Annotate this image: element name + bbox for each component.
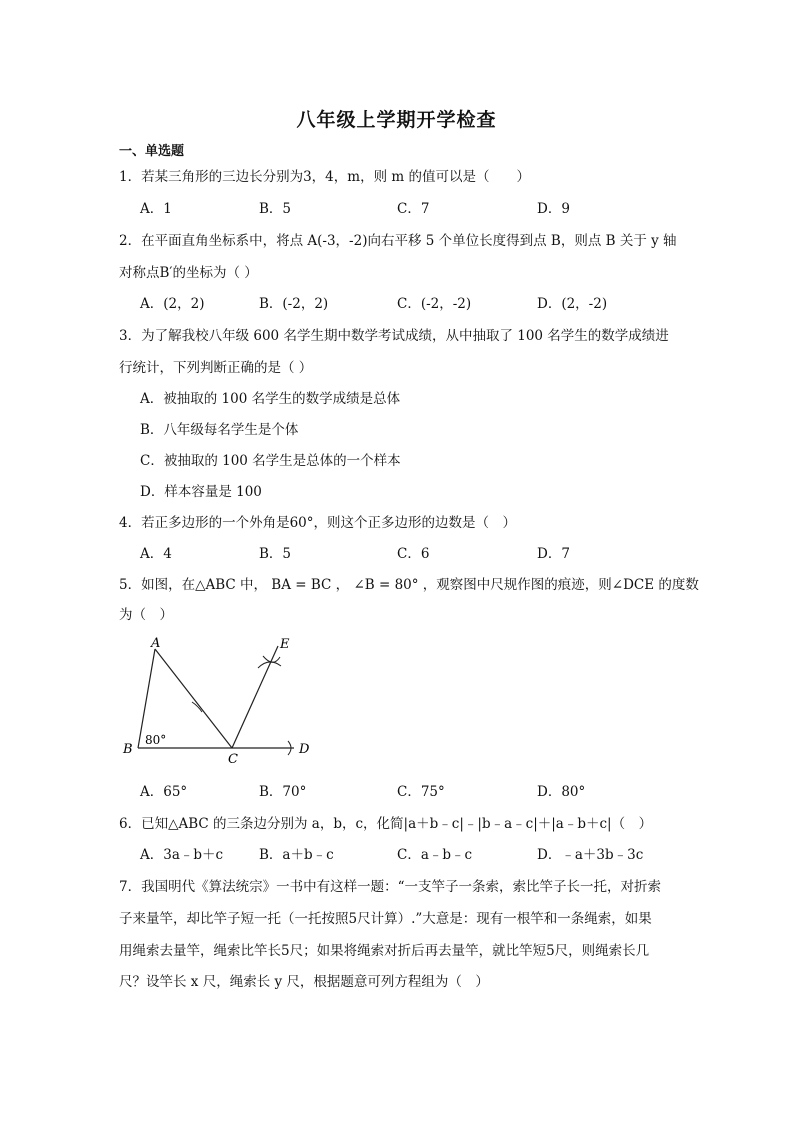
vertex-d-label: D xyxy=(299,742,310,757)
question-1-option-b: B．5 xyxy=(259,201,292,217)
question-7-text-line-4: 尺？设竿长 x 尺，绳索长 y 尺，根据题意可列方程组为（ ） xyxy=(119,974,489,990)
question-5-option-c: C．75° xyxy=(397,784,445,800)
question-1-option-d: D．9 xyxy=(537,201,570,217)
question-2-option-d: D．(2，-2) xyxy=(537,296,608,312)
question-5-text-line-1: 5．如图，在△ABC 中， BA = BC ， ∠B = 80° ，观察图中尺规作图的痕迹，则∠DCE 的度数 xyxy=(119,577,699,593)
question-7-text-line-1: 7．我国明代《算法统宗》一书中有这样一题：“一支竿子一条索，索比竿子长一托，对折索 xyxy=(119,879,661,895)
question-3-option-a: A．被抽取的 100 名学生的数学成绩是总体 xyxy=(140,391,401,407)
question-3-option-d: D．样本容量是 100 xyxy=(140,484,262,500)
side-ac xyxy=(155,649,232,748)
question-5-option-d: D．80° xyxy=(537,784,586,800)
question-2-option-c: C．(-2，-2) xyxy=(397,296,472,312)
question-2-option-a: A．(2，2) xyxy=(140,296,205,312)
question-6-option-a: A．3a﹣b＋c xyxy=(140,847,224,863)
question-4-option-c: C．6 xyxy=(397,546,430,562)
question-3-option-b: B．八年级每名学生是个体 xyxy=(140,422,299,438)
page-title: 八年级上学期开学检查 xyxy=(296,109,497,131)
question-7-text-line-3: 用绳索去量竿，绳索比竿长5尺；如果将绳索对折后再去量竿，就比竿短5尺，则绳索长几 xyxy=(119,943,650,959)
question-6-option-c: C．a﹣b﹣c xyxy=(397,847,473,863)
vertex-c-label: C xyxy=(228,752,238,767)
vertex-b-label: B xyxy=(123,742,133,757)
question-1-text: 1．若某三角形的三边长分别为3，4，m，则 m 的值可以是（ ） xyxy=(119,169,530,185)
question-3-option-c: C．被抽取的 100 名学生是总体的一个样本 xyxy=(140,453,401,469)
question-1-option-a: A．1 xyxy=(140,201,172,217)
question-4-text: 4．若正多边形的一个外角是60°，则这个正多边形的边数是（ ） xyxy=(119,515,517,531)
question-2-text-line-2: 对称点B′的坐标为（ ） xyxy=(119,265,258,281)
question-4-option-a: A．4 xyxy=(140,546,172,562)
question-7-text-line-2: 子来量竿，却比竿子短一托（一托按照5尺计算）.”大意是：现有一根竿和一条绳索，如果 xyxy=(119,911,652,927)
question-4-option-b: B．5 xyxy=(259,546,292,562)
vertex-e-label: E xyxy=(280,637,290,652)
ray-ce xyxy=(232,646,278,748)
question-3-text-line-1: 3．为了解我校八年级 600 名学生期中数学考试成绩，从中抽取了 100 名学生的数学成绩进 xyxy=(119,328,669,344)
angle-b-label: 80° xyxy=(145,733,167,747)
question-5-text-line-2: 为（ ） xyxy=(119,607,173,623)
question-6-text: 6．已知△ABC 的三条边分别为 a，b，c，化简|a＋b﹣c|﹣|b﹣a﹣c|＋|a﹣b＋c|（ ） xyxy=(119,816,653,832)
question-3-text-line-2: 行统计，下列判断正确的是（ ） xyxy=(119,360,313,376)
question-6-option-b: B．a＋b﹣c xyxy=(259,847,334,863)
question-6-option-d: D．﹣a＋3b﹣3c xyxy=(537,847,644,863)
vertex-a-label: A xyxy=(151,636,161,651)
section-heading: 一、单选题 xyxy=(119,144,185,159)
question-4-option-d: D．7 xyxy=(537,546,570,562)
question-5-option-a: A．65° xyxy=(140,784,188,800)
question-5-option-b: B．70° xyxy=(259,784,307,800)
question-2-option-b: B．(-2，2) xyxy=(259,296,329,312)
question-2-text-line-1: 2．在平面直角坐标系中，将点 A(-3，-2)向右平移 5 个单位长度得到点 B，则点 B 关于 y 轴 xyxy=(119,233,677,249)
triangle-construction-figure xyxy=(118,632,318,767)
question-1-option-c: C．7 xyxy=(397,201,430,217)
